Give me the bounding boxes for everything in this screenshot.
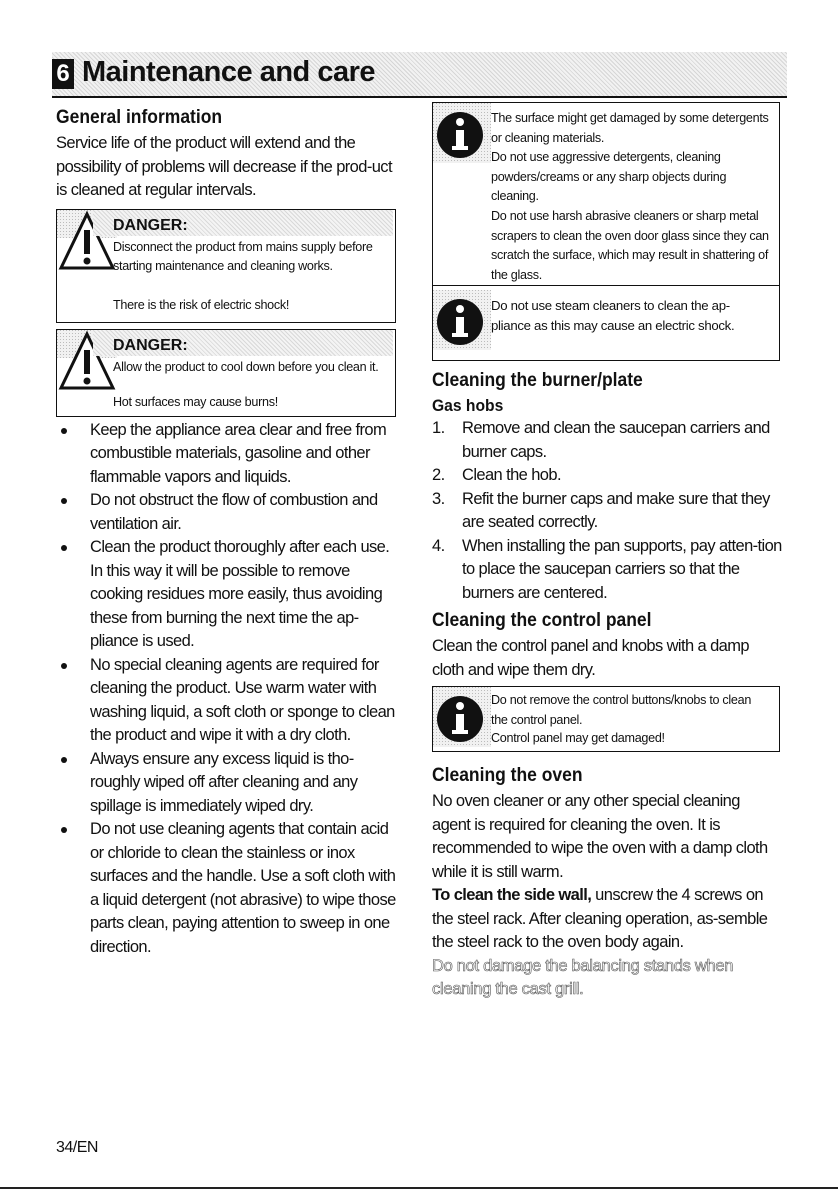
left-column [56, 106, 396, 959]
danger-box-2 [56, 329, 396, 417]
list-item: Clean the product thoroughly after each use. In this way it will be possible to remove cooking residues more easily, thus avoiding these from burning the next time the ap-pliance is used. [56, 536, 400, 654]
oven-heading: Cleaning the oven [432, 765, 583, 786]
burner-steps [432, 417, 787, 605]
info-icon [433, 290, 491, 350]
danger-box-1 [56, 209, 396, 323]
page-number: 34/EN [56, 1139, 98, 1156]
danger-label-1: DANGER: [113, 216, 188, 234]
list-item: Do not obstruct the flow of combustion and ventilation air. [56, 489, 400, 536]
info-text-1c: Do not use harsh abrasive cleaners or sharp metal scrapers to clean the oven door glass since they can scratch the surface, which may result in shattering of the glass. [491, 209, 769, 282]
list-item: 4. When installing the pan supports, pay atten-tion to place the saucepan carriers so that the burners are centered. [432, 536, 782, 602]
info-box-1 [432, 102, 780, 286]
info-box-3 [432, 686, 780, 752]
list-item: Do not use cleaning agents that contain acid or chloride to clean the stainless or inox surfaces and the handle. Use a soft cloth with a liquid detergent (not abrasive) to wipe those parts clean, paying attention to sweep in one direction. [56, 818, 400, 959]
list-item: Keep the appliance area clear and free from combustible materials, gasoline and other flammable vapors and liquids. [56, 419, 400, 490]
general-bullet-list [0, 419, 400, 960]
section-header [52, 52, 787, 98]
section-title: Maintenance and care [82, 56, 375, 88]
danger-text-2a: Allow the product to cool down before you clean it. [113, 359, 379, 374]
info-text-3b: Control panel may get damaged! [491, 731, 665, 745]
oven-text: No oven cleaner or any other special cleaning agent is required for cleaning the oven. It is recommended to wipe the oven with a damp cloth while it is still warm. [432, 792, 768, 881]
general-intro: Service life of the product will extend and the possibility of problems will decrease if the prod-uct is cleaned at regular intervals. [56, 134, 392, 199]
info-text-1a: The surface might get damaged by some detergents or cleaning materials. [491, 111, 769, 145]
section-number: 6 [52, 59, 74, 89]
list-item: 2. Clean the hob. [432, 466, 561, 484]
oven-outline-note: Do not damage the balancing stands when cleaning the cast grill. [432, 956, 734, 998]
gas-hobs-subheading: Gas hobs [432, 396, 504, 415]
burner-heading: Cleaning the burner/plate [432, 370, 643, 391]
control-text: Clean the control panel and knobs with a damp cloth and wipe them dry. [432, 637, 749, 679]
info-text-2: Do not use steam cleaners to clean the ap-pliance as this may cause an electric shock. [491, 298, 735, 333]
oven-side-wall [432, 884, 782, 955]
danger-text-2b: Hot surfaces may cause burns! [113, 394, 278, 409]
right-column [432, 102, 780, 1002]
list-item: No special cleaning agents are required for cleaning the product. Use warm water with washing liquid, a soft cloth or sponge to clean the product and wipe it with a dry cloth. [56, 654, 400, 748]
info-text-1b: Do not use aggressive detergents, cleaning powders/creams or any sharp objects during cleaning. [491, 150, 727, 203]
danger-text-1a: Disconnect the product from mains supply before starting maintenance and cleaning works. [113, 239, 373, 273]
info-text-3a: Do not remove the control buttons/knobs to clean the control panel. [491, 693, 752, 727]
info-box-2 [432, 286, 780, 361]
list-item: 3. Refit the burner caps and make sure that they are seated correctly. [432, 489, 770, 531]
list-item: Always ensure any excess liquid is tho-roughly wiped off after cleaning and any spillage is immediately wiped dry. [56, 748, 400, 819]
info-icon [433, 103, 491, 163]
side-wall-bold: To clean the side wall, [432, 886, 592, 904]
info-icon [433, 687, 491, 747]
control-heading: Cleaning the control panel [432, 610, 652, 631]
side-wall-text: unscrew the 4 screws on the steel rack. After cleaning operation, as-semble the steel rack to the oven body again. [432, 886, 768, 951]
list-item: 1. Remove and clean the saucepan carriers and burner caps. [432, 419, 770, 461]
bottom-rule [0, 1187, 838, 1189]
danger-label-2: DANGER: [113, 336, 188, 354]
danger-text-1b: There is the risk of electric shock! [113, 297, 290, 312]
general-heading: General information [56, 107, 223, 128]
